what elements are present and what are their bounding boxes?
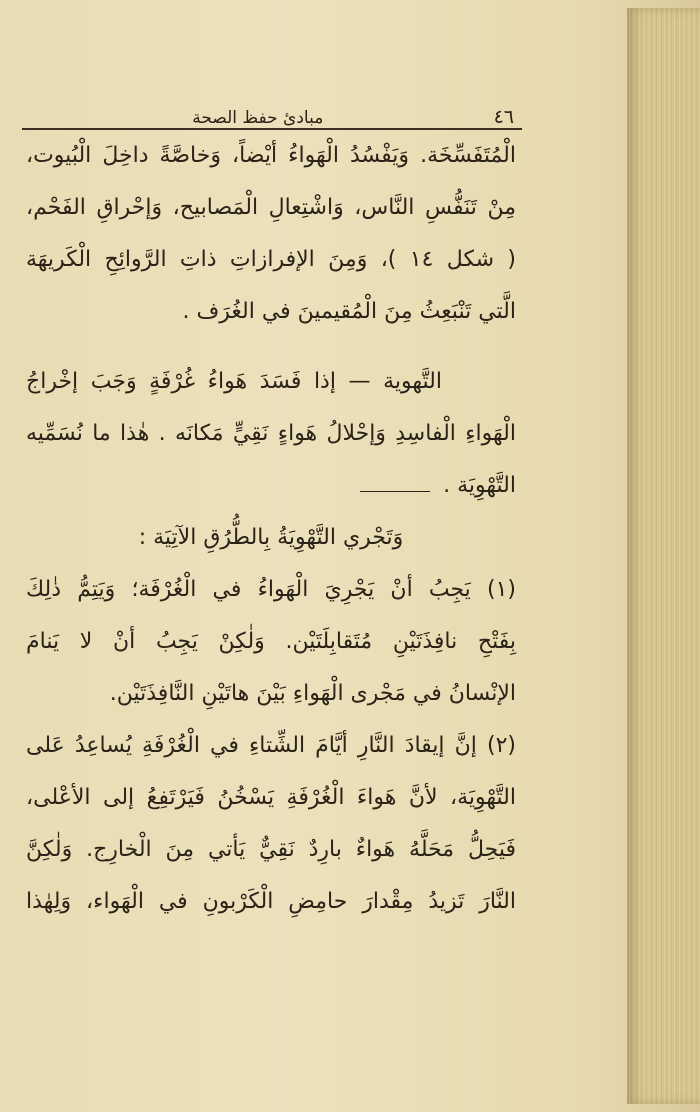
page-edges [627, 8, 700, 1104]
text-line: الْهَواءِ الْفاسِدِ وَإحْلالُ هَواءٍ نَقِيٍّ مَكانَه . هٰذا ما نُسَمِّيه [26, 421, 516, 446]
text-line [22, 460, 522, 512]
text-line: (٢) إنَّ إيقادَ النَّارِ أيَّامَ الشِّتاءِ في الْغُرْفَةِ يُساعِدُ عَلى [26, 733, 516, 758]
running-title: مبادئ حفظ الصحة [192, 108, 324, 128]
text-line: التَّهوية — إذا فَسَدَ هَواءُ غُرْفَةٍ وَجَبَ إخْراجُ [26, 369, 442, 394]
page-text [22, 94, 522, 928]
text-line: بِفَتْحِ نافِذَتَيْنِ مُتَقابِلَتَيْن. وَلٰكِنْ يَجِبُ أنْ لا يَنامَ [26, 629, 516, 654]
section-term: التَّهْوِيَة . [443, 473, 516, 498]
page-header [22, 94, 522, 130]
subheading: وَتَجْري التَّهْوِيَةُ بِالطُّرُقِ الآتِيَة : [138, 525, 404, 550]
text-line: الَّتي تَنْبَعِثُ مِنَ الْمُقيمينَ في الغُرَف . [182, 299, 516, 324]
page-number: ٤٦ [493, 106, 514, 128]
text-line: ( شكل ١٤ )، وَمِنَ الإفرازاتِ ذاتِ الرَّوائِحِ الْكَريهَة [26, 247, 516, 272]
text-line: فَيَحِلُّ مَحَلَّهُ هَواءٌ بارِدٌ نَقِيٌّ يَأتي مِنَ الْخارِج. وَلٰكِنَّ [26, 837, 516, 862]
text-line: (١) يَجِبُ أنْ يَجْرِيَ الْهَواءُ في الْغُرْفَة؛ وَيَتِمُّ ذٰلِكَ [26, 577, 516, 602]
text-line: النَّارَ تَزيدُ مِقْدارَ حامِضِ الْكَرْبونِ في الْهَواء، وَلِهٰذا [26, 889, 516, 914]
text-line: التَّهْوِيَة، لأنَّ هَواءَ الْغُرْفَةِ يَسْخُنُ فَيَرْتَفِعُ إلى الأعْلى، [26, 785, 516, 810]
text-line: الْمُتَفَسِّخَة. وَيَفْسُدُ الْهَواءُ أيْضاً، وَخاصَّةً داخِلَ الْبُيوت، [26, 143, 516, 168]
text-line: الإنْسانُ في مَجْرى الْهَواءِ بَيْنَ هاتَيْنِ النَّافِذَتَيْن. [109, 681, 516, 706]
list-item-2 [22, 720, 522, 928]
list-item-1 [22, 564, 522, 720]
underline-mark [360, 491, 430, 492]
paragraph-1 [22, 130, 522, 338]
paragraph-2 [22, 356, 522, 512]
text-line: مِنْ تَنَفُّسِ النَّاس، وَاشْتِعالِ الْمَصابيح، وَإحْراقِ الفَحْم، [26, 195, 516, 220]
